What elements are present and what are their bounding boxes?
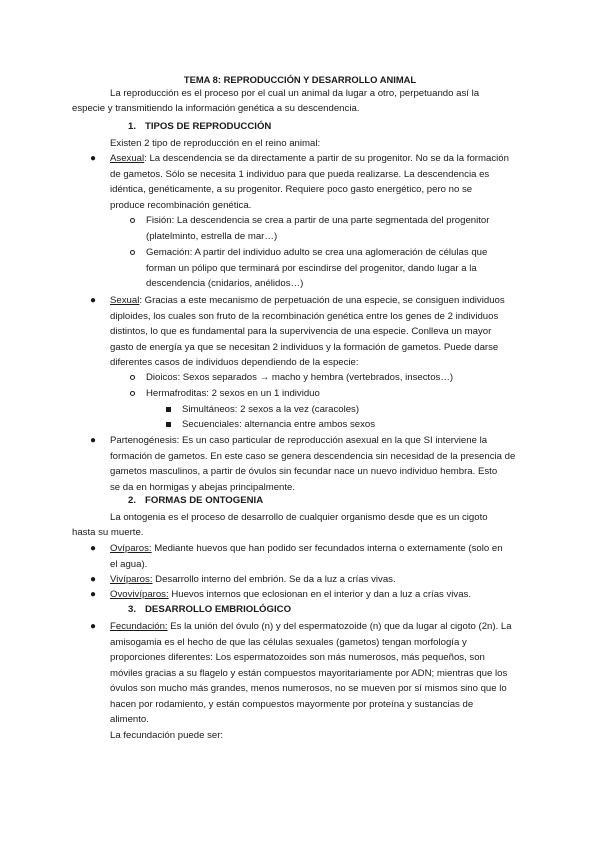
asexual-line-4: produce recombinación genética. <box>110 200 252 211</box>
intro-line-1: La reproducción es el proceso por el cual un animal da lugar a otro, perpetuando así la <box>110 88 480 99</box>
sexual-line-2: diploides, los cuales son fruto de la recombinación genética entre los genes de 2 individuos <box>110 311 499 322</box>
fecundacion-line-4: móviles gracias a su flagelo y están compuestos mayoritariamente por ADN; mientras que los <box>110 668 508 679</box>
ontogenia-line-1: La ontogenia es el proceso de desarrollo de cualquier organismo desde que es un cigoto <box>110 512 488 523</box>
fecundacion-line-2: amisogamia es el hecho de que las células sexuales (gametos) tengan morfología y <box>110 637 467 648</box>
asexual-line-2: de gametos. Sólo se necesita 1 individuo para que pueda realizarse. La descendencia es <box>110 169 490 180</box>
circle-bullet-icon <box>130 375 135 380</box>
oviparos-line-1: Mediante huevos que han podido ser fecundados interna o externamente (solo en <box>151 543 503 554</box>
fecundacion-label: Fecundación: <box>110 621 168 632</box>
partenogenesis-line-3: gametos masculinos, a partir de óvulos sin fecundar nace un nuevo individuo hembra. Esto <box>110 466 498 477</box>
sexual-line-5: diferentes casos de individuos dependiendo de la especie: <box>110 357 359 368</box>
fision-line-1: Fisión: La descendencia se crea a partir de una parte segmentada del progenitor <box>146 215 490 226</box>
bullet-dot-icon: ● <box>90 153 97 164</box>
sexual-paragraph-first-line <box>110 294 505 307</box>
section-2-number: 2. <box>128 495 137 506</box>
section-3-number: 3. <box>128 604 137 615</box>
oviparos-line-2: el agua). <box>110 559 148 570</box>
bullet-dot-icon: ● <box>90 543 97 554</box>
page-title: TEMA 8: REPRODUCCIÓN Y DESARROLLO ANIMAL <box>183 74 417 85</box>
sexual-line-3: distintos, lo que es fundamental para la supervivencia de una especie. Conlleva un mayor <box>110 326 492 337</box>
ovoviviparos-label: Ovovivíparos: <box>110 589 169 600</box>
section-3-title: DESARROLLO EMBRIOLÓGICO <box>145 604 292 615</box>
dioicos-line: Dioicos: Sexos separados → macho y hembra (vertebrados, insectos…) <box>146 372 454 383</box>
fecundacion-line-6: hacen por rodamiento, y están compuestos mayormente por proteína y sustancias de <box>110 699 474 710</box>
circle-bullet-icon <box>130 250 135 255</box>
fecundacion-first-line <box>110 620 512 633</box>
intro-line-2: especie y transmitiendo la información genética a su descendencia. <box>72 103 360 114</box>
simultaneos-line: Simultáneos: 2 sexos a la vez (caracoles) <box>182 404 360 415</box>
fision-line-2: (platelminto, estrella de mar…) <box>146 231 278 242</box>
viviparos-line <box>110 573 396 586</box>
section-2-title: FORMAS DE ONTOGENIA <box>145 495 264 506</box>
oviparos-first-line <box>110 542 503 555</box>
fecundacion-closing: La fecundación puede ser: <box>110 730 224 741</box>
fecundacion-line-7: alimento. <box>110 714 149 725</box>
sexual-line-4: gasto de energía ya que se necesitan 2 individuos y la formación de gametos. Puede darse <box>110 342 499 353</box>
gemacion-line-2: forman un pólipo que terminará por escindirse del progenitor, dando lugar a la <box>146 263 477 274</box>
section-1-intro: Existen 2 tipo de reproducción en el reino animal: <box>110 138 321 149</box>
asexual-paragraph-first-line <box>110 152 509 165</box>
ovoviviparos-text: Huevos internos que eclosionan en el interior y dan a luz a crías vivas. <box>168 589 472 600</box>
section-1-title: TIPOS DE REPRODUCCIÓN <box>145 121 272 132</box>
circle-bullet-icon <box>130 391 135 396</box>
fecundacion-line-1: Es la unión del óvulo (n) y del espermatozoide (n) que da lugar al cigoto (2n). La <box>167 621 512 632</box>
sexual-line-1: : Gracias a este mecanismo de perpetuación de una especie, se consiguen individuos <box>139 295 505 306</box>
section-1-number: 1. <box>128 121 137 132</box>
square-bullet-icon <box>166 407 171 412</box>
bullet-dot-icon: ● <box>90 621 97 632</box>
asexual-line-3: idéntica, genéticamente, a su progenitor. Requiere poco gasto energético, pero no se <box>110 184 473 195</box>
asexual-label: Asexual <box>110 153 145 164</box>
bullet-dot-icon: ● <box>90 435 97 446</box>
viviparos-text: Desarrollo interno del embrión. Se da a luz a crías vivas. <box>152 574 396 585</box>
secuenciales-line: Secuenciales: alternancia entre ambos sexos <box>182 419 376 430</box>
gemacion-line-3: descendencia (cnidarios, anélidos…) <box>146 278 304 289</box>
partenogenesis-line-2: formación de gametos. En este caso se genera descendencia sin necesidad de la presencia de <box>110 451 516 462</box>
fecundacion-line-5: óvulos son mucho más grandes, menos numerosos, no se mueven por sí mismos sino que lo <box>110 683 507 694</box>
oviparos-label: Ovíparos: <box>110 543 152 554</box>
partenogenesis-line-1: Partenogénesis: Es un caso particular de reproducción asexual en la que SI interviene la <box>110 435 488 446</box>
viviparos-label: Vivíparos: <box>110 574 153 585</box>
square-bullet-icon <box>166 422 171 427</box>
ovoviviparos-line <box>110 588 471 601</box>
hermafroditas-line: Hermafroditas: 2 sexos en un 1 individuo <box>146 388 320 399</box>
bullet-dot-icon: ● <box>90 295 97 306</box>
gemacion-line-1: Gemación: A partir del individuo adulto se crea una aglomeración de células que <box>146 247 488 258</box>
bullet-dot-icon: ● <box>90 574 97 585</box>
fecundacion-line-3: proporciones diferentes: Los espermatozoides son más numerosos, más pequeños, son <box>110 652 485 663</box>
ontogenia-line-2: hasta su muerte. <box>72 527 144 538</box>
asexual-line-1: : La descendencia se da directamente a partir de su progenitor. No se da la formación <box>144 153 509 164</box>
partenogenesis-line-4: se da en hormigas y abejas principalmente. <box>110 482 296 493</box>
sexual-label: Sexual <box>110 295 140 306</box>
circle-bullet-icon <box>130 218 135 223</box>
bullet-dot-icon: ● <box>90 589 97 600</box>
